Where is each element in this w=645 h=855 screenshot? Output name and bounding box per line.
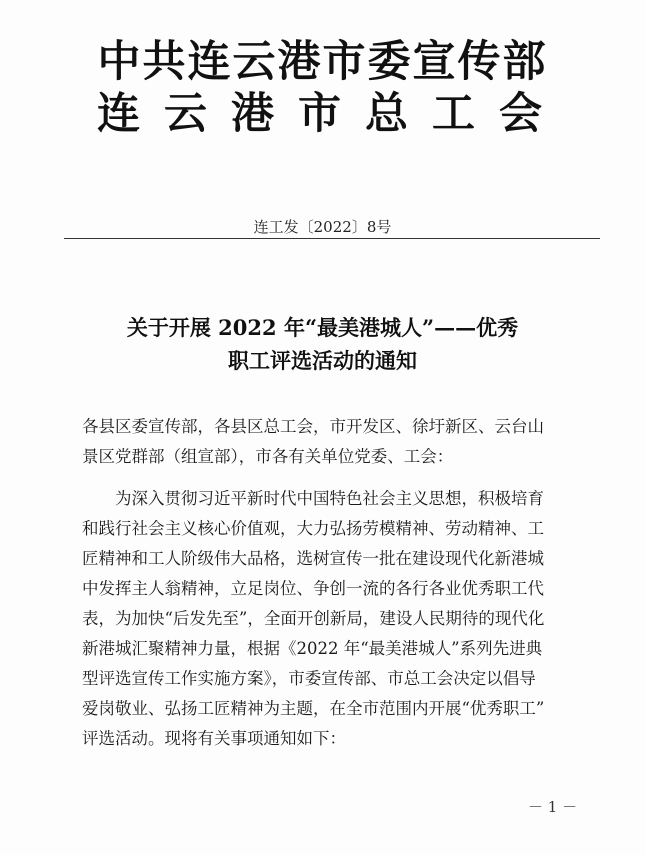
body-line: 表，为加快“后发先至”，全面开创新局，建设人民期待的现代化 — [82, 609, 545, 628]
header-divider — [64, 238, 600, 239]
document-title-line-2: 职工评选活动的通知 — [228, 348, 417, 373]
body-line: 匠精神和工人阶级伟大品格，选树宣传一批在建设现代化新港城 — [82, 549, 544, 568]
salutation-line-1: 各县区委宣传部，各县区总工会，市开发区、徐圩新区、云台山 — [82, 417, 544, 436]
page-number: － 1 － — [528, 798, 578, 816]
salutation-line-2: 景区党群部（组宣部），市各有关单位党委、工会： — [82, 447, 454, 466]
body-line: 爱岗敬业、弘扬工匠精神为主题，在全市范围内开展“优秀职工” — [82, 699, 545, 718]
body-line: 为深入贯彻习近平新时代中国特色社会主义思想，积极培育 — [82, 489, 544, 508]
body-line: 中发挥主人翁精神，立足岗位、争创一流的各行各业优秀职工代 — [82, 579, 544, 598]
body-line: 新港城汇聚精神力量，根据《2022 年“最美港城人”系列先进典 — [82, 639, 543, 658]
document-title-line-1: 关于开展 2022 年“最美港城人”——优秀 — [126, 315, 519, 340]
issuer-name-party: 中共连云港市委宣传部 — [97, 37, 548, 87]
body-line: 和践行社会主义核心价值观，大力弘扬劳模精神、劳动精神、工 — [82, 519, 544, 538]
issuer-name-union: 连云港市总工会 — [97, 89, 566, 139]
body-line: 评选活动。现将有关事项通知如下： — [82, 729, 346, 748]
body-line: 型评选宣传工作实施方案》，市委宣传部、市总工会决定以倡导 — [82, 669, 536, 688]
document-number: 连工发〔2022〕8号 — [253, 218, 392, 236]
